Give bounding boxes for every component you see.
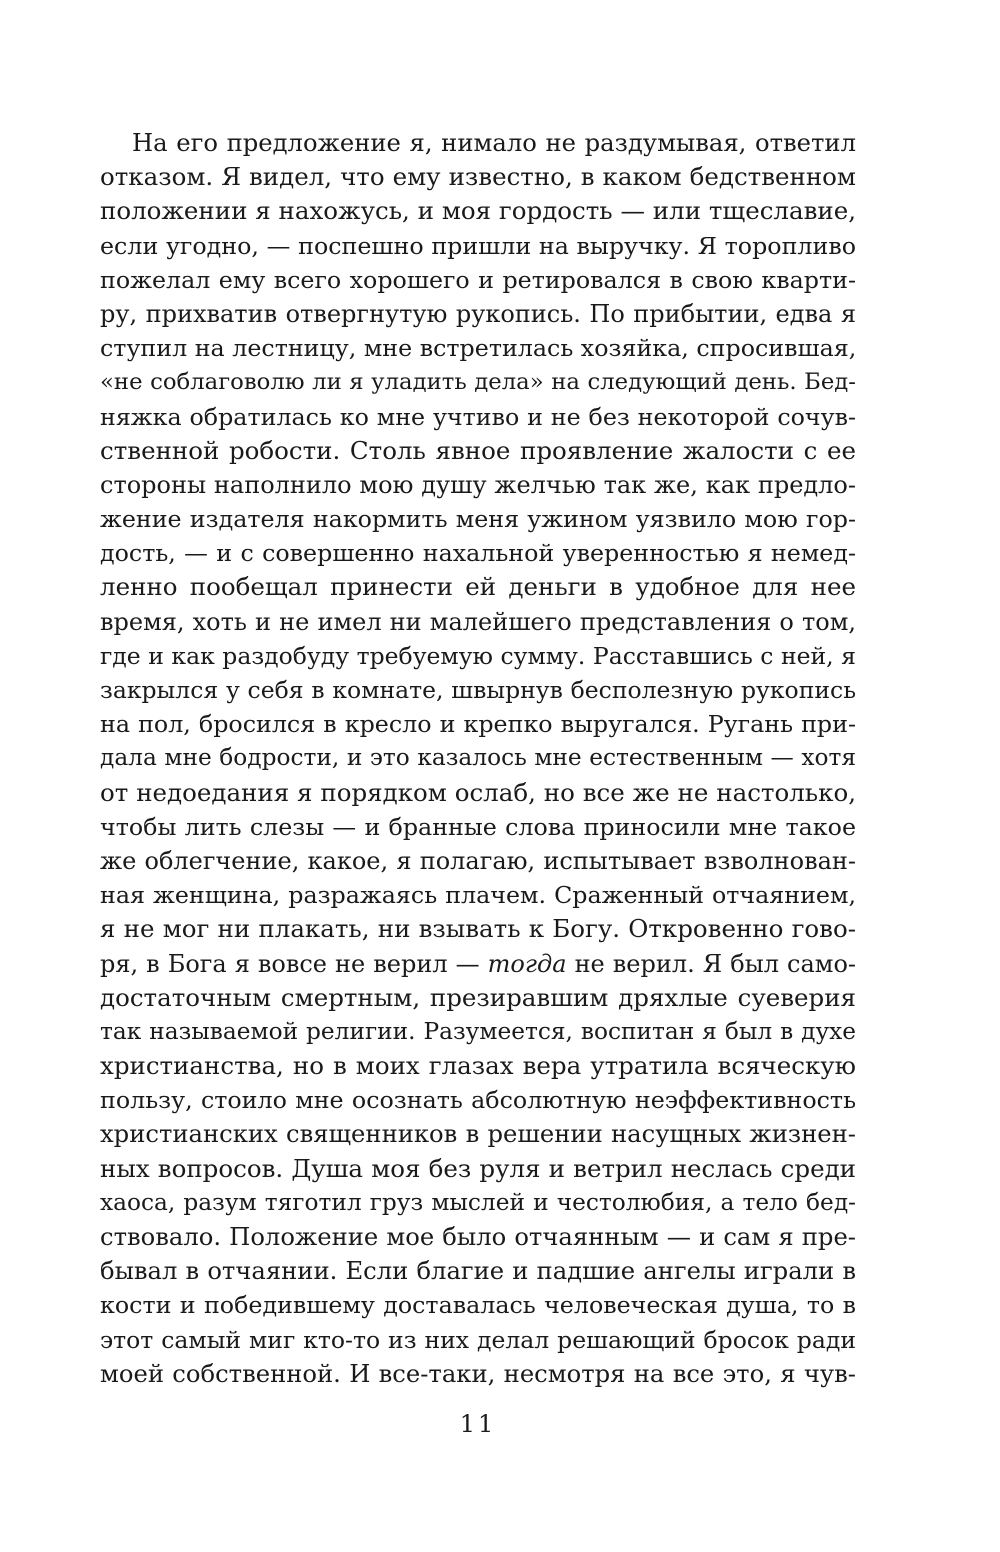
text-line: достаточным смертным, презиравшим дряхлые суеверия bbox=[100, 982, 856, 1012]
text-line: от недоедания я порядком ослаб, но все же не настолько, bbox=[100, 777, 856, 807]
text-line: няжка обратилась ко мне учтиво и не без некоторой сочув- bbox=[100, 402, 856, 431]
line-start: ря, в Бога я вовсе не верил — bbox=[100, 949, 488, 978]
text-line: отказом. Я видел, что ему известно, в каком бедственном bbox=[100, 162, 856, 192]
text-line: я не мог ни плакать, ни взывать к Богу. Откровенно гово- bbox=[100, 914, 856, 944]
text-line: так называемой религии. Разумеется, воспитан я был в духе bbox=[100, 1017, 856, 1045]
text-line: христианства, но в моих глазах вера утратила всяческую bbox=[100, 1051, 856, 1081]
text-line: моей собственной. И все-таки, несмотря на все это, я чув- bbox=[100, 1358, 856, 1388]
text-line: ступил на лестницу, мне встретилась хозяйка, спросившая, bbox=[100, 334, 857, 363]
text-line: дость, — и с совершенно нахальной уверенностью я немед- bbox=[100, 539, 856, 568]
body-text bbox=[100, 126, 856, 1391]
text-line: ленно пообещал принести ей деньги в удобное для нее bbox=[100, 572, 856, 602]
text-line: на пол, бросился в кресло и крепко выругался. Ругань при- bbox=[100, 710, 856, 739]
text-line: закрылся у себя в комнате, швырнув бесполезную рукопись bbox=[100, 676, 856, 704]
text-line: пожелал ему всего хорошего и ретировался в свою кварти- bbox=[100, 265, 856, 294]
text-line-with-italic bbox=[100, 947, 856, 981]
italic-word: тогда bbox=[487, 949, 567, 978]
text-line: ных вопросов. Душа моя без руля и ветрил неслась среди bbox=[100, 1153, 856, 1183]
text-line: ственной робости. Столь явное проявление жалости с ее bbox=[100, 435, 856, 465]
text-line: ная женщина, разражаясь плачем. Сраженный отчаянием, bbox=[100, 881, 856, 910]
text-line: дала мне бодрости, и это казалось мне естественным — хотя bbox=[100, 744, 856, 772]
text-line: положении я нахожусь, и моя гордость — или тщеславие, bbox=[100, 196, 856, 226]
text-line: где и как раздобуду требуемую сумму. Расставшись с ней, я bbox=[100, 641, 856, 670]
text-line: бывал в отчаянии. Если благие и падшие ангелы играли в bbox=[100, 1256, 856, 1286]
text-line: ру, прихватив отвергнутую рукопись. По прибытии, едва я bbox=[100, 299, 856, 328]
text-line: этот самый миг кто-то из них делал решающий бросок ради bbox=[100, 1325, 856, 1354]
text-line: же облегчение, какое, я полагаю, испытывает взволнован- bbox=[100, 846, 856, 875]
text-line: если угодно, — поспешно пришли на выручку. Я торопливо bbox=[100, 231, 856, 260]
text-line: пользу, стоило мне осознать абсолютную неэффективность bbox=[100, 1086, 856, 1115]
text-line: стороны наполнило мою душу желчью так же, как предло- bbox=[100, 470, 856, 499]
text-line: чтобы лить слезы — и бранные слова приносили мне такое bbox=[100, 812, 856, 841]
text-line: жение издателя накормить меня ужином уязвило мою гор- bbox=[100, 505, 856, 534]
text-line: «не соблаговолю ли я уладить дела» на следующий день. Бед- bbox=[100, 369, 856, 396]
text-line: время, хоть и не имел ни малейшего представления о том, bbox=[100, 607, 856, 636]
page-number: 11 bbox=[459, 1410, 497, 1438]
text-line: На его предложение я, нимало не раздумывая, ответил bbox=[132, 128, 856, 157]
text-line: христианских священников в решении насущных жизнен- bbox=[100, 1119, 856, 1149]
line-end: не верил. Я был само- bbox=[566, 949, 857, 978]
text-line: ствовало. Положение мое было отчаянным — и сам я пре- bbox=[100, 1222, 856, 1251]
text-line: кости и победившему доставалась человеческая душа, то в bbox=[100, 1291, 856, 1320]
text-line: хаоса, разум тяготил груз мыслей и честолюбия, а тело бед- bbox=[100, 1188, 856, 1216]
